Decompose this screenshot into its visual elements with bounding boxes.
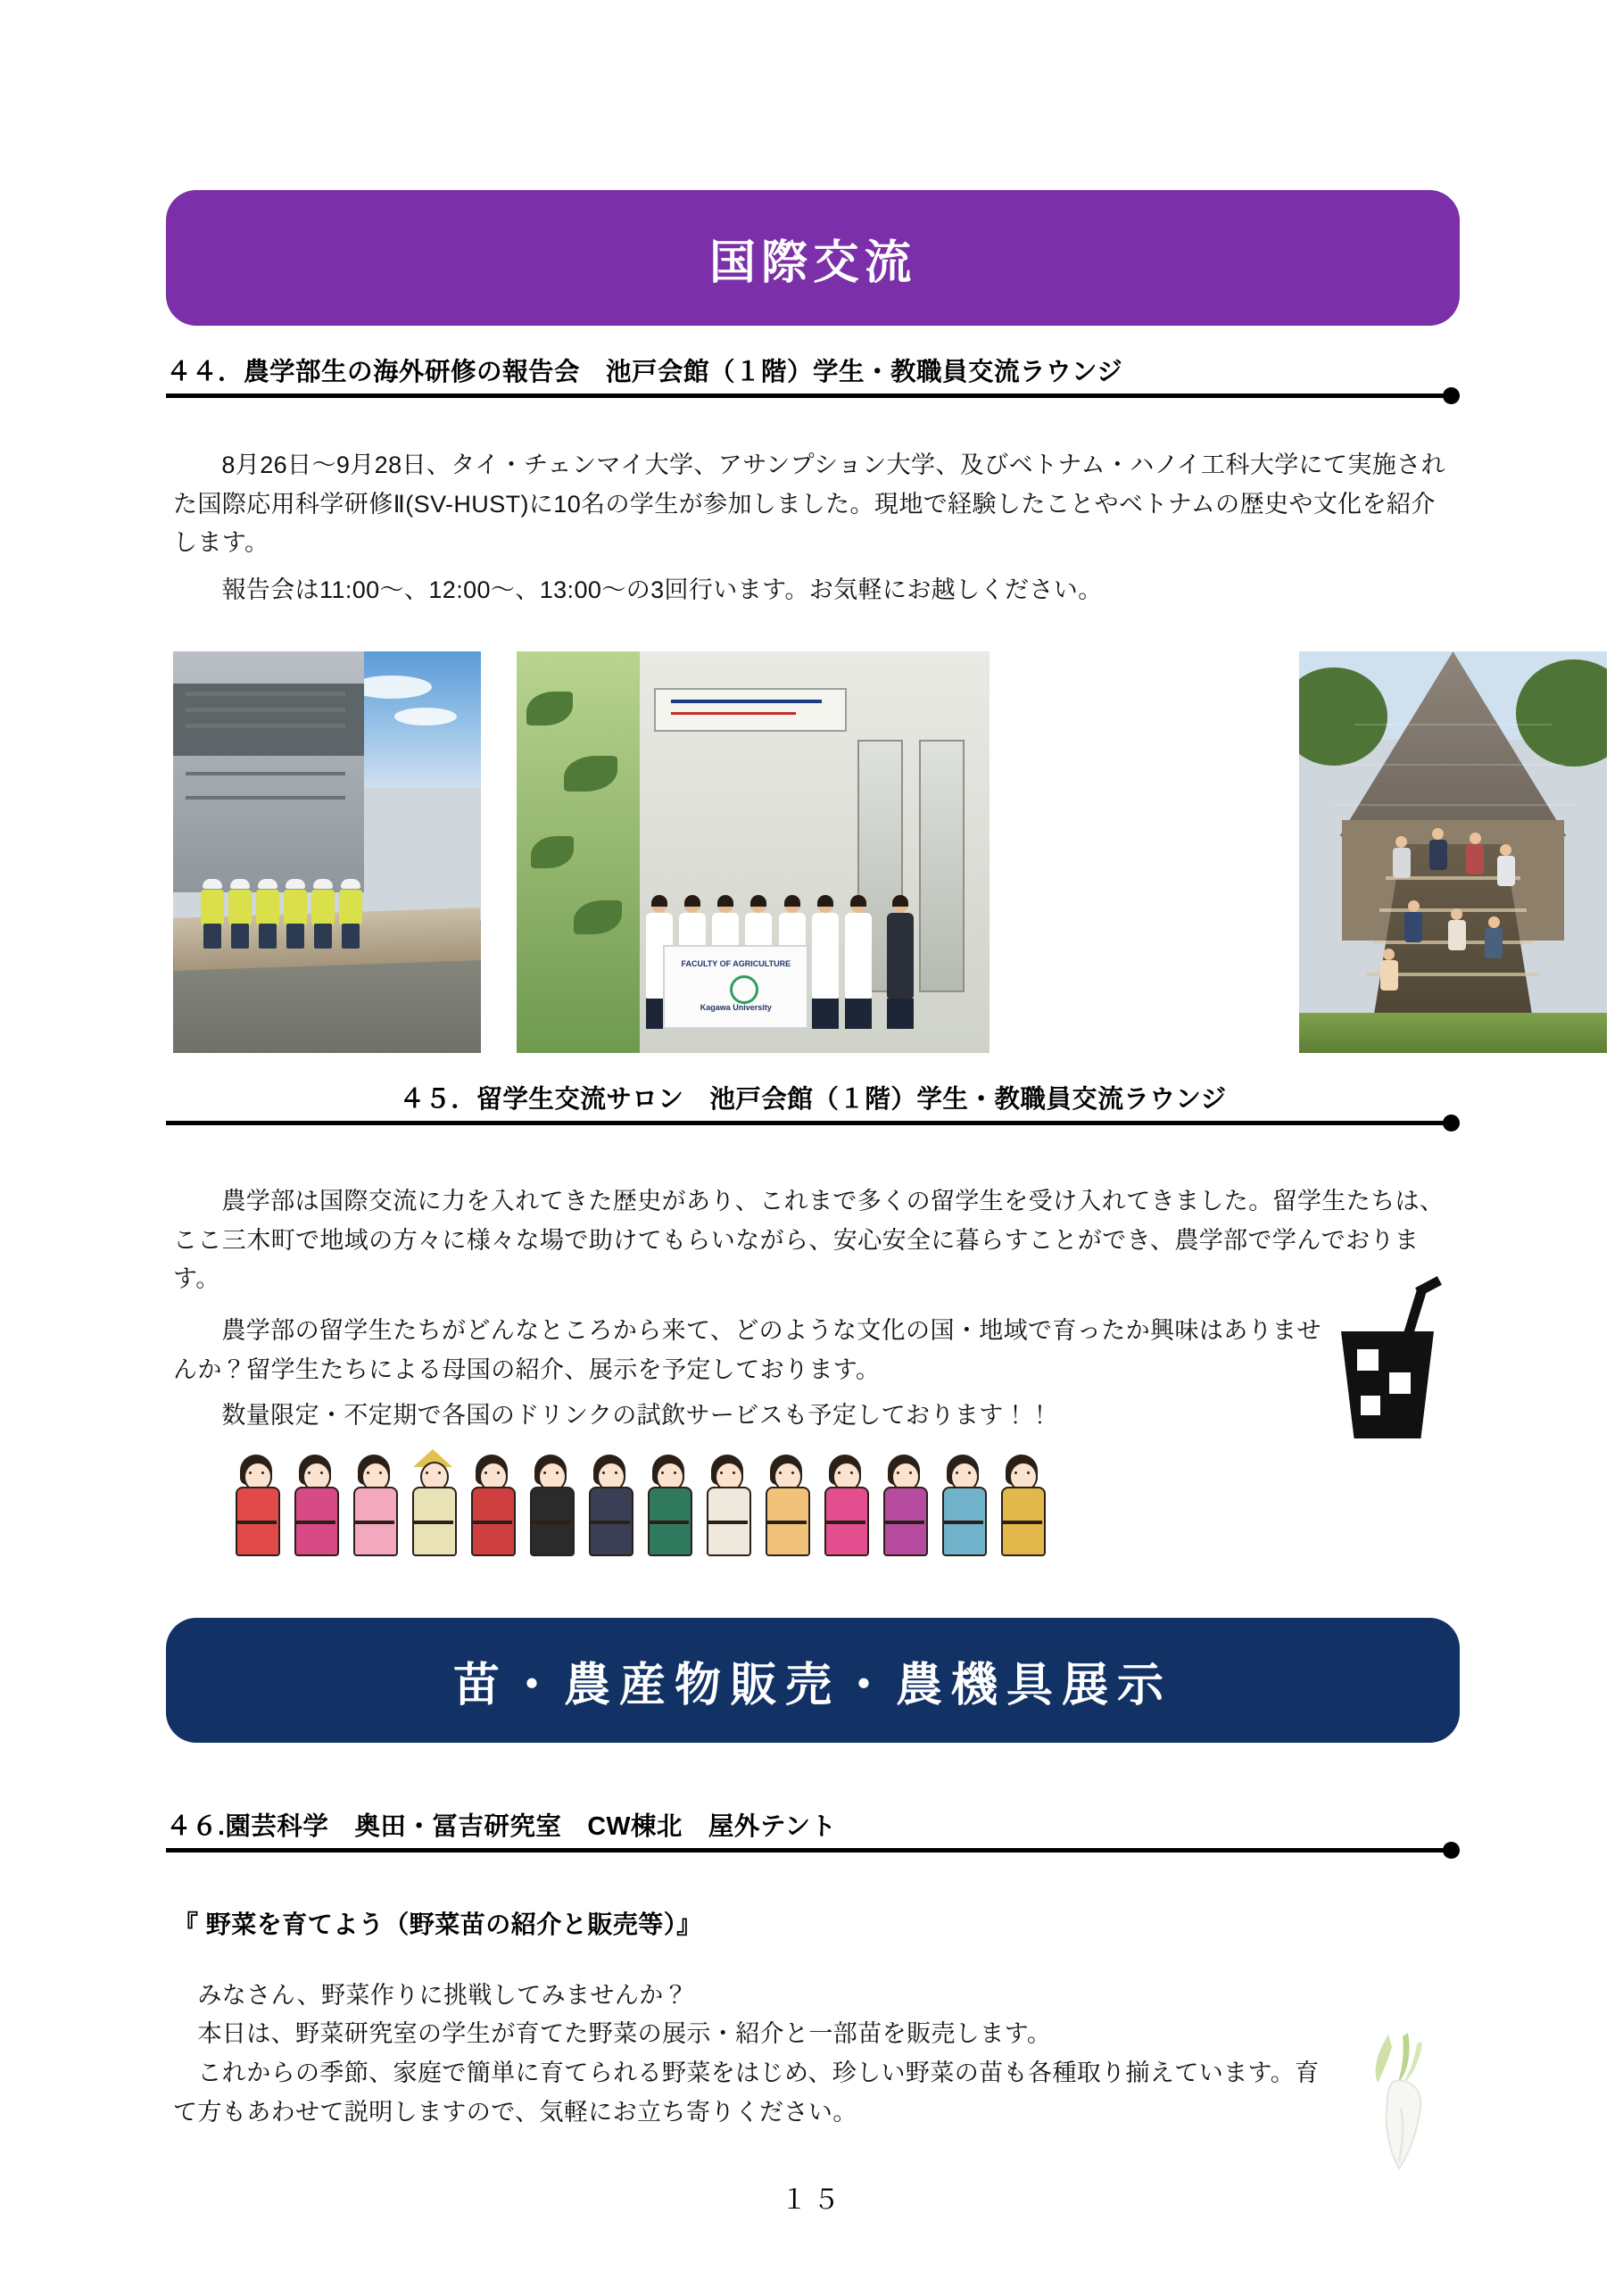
photo-construction-site <box>173 651 481 1053</box>
item-45-paragraph-1: 農学部は国際交流に力を入れてきた歴史があり、これまで多くの留学生を受け入れてきました。留学生たちは、ここ三木町で地域の方々に様々な場で助けてもらいながら、安心安全に暮らすことができ、農学部で学んでおります。 <box>173 1188 1445 1293</box>
item-46-heading <box>166 1811 1460 1853</box>
photo-group-banner <box>663 945 808 1029</box>
drink-cup-illustration <box>1321 1285 1464 1455</box>
daikon-radish-illustration <box>1326 2026 1469 2177</box>
item-46-title: ４６.園芸科学 奥田・冨吉研究室 CW棟北 屋外テント <box>166 1812 837 1841</box>
photo-group-with-banner <box>517 651 990 1053</box>
page-content <box>166 0 1460 2296</box>
item-45-title: ４５．留学生交流サロン 池戸会館（１階）学生・教職員交流ラウンジ <box>399 1085 1227 1114</box>
item-46-paragraph-3: これからの季節、家庭で簡単に育てられる野菜をはじめ、珍しい野菜の苗も各種取り揃えています。育て方もあわせて説明しますので、気軽にお立ち寄りください。 <box>173 2060 1320 2126</box>
photo-sign <box>654 688 847 732</box>
heading-rule <box>166 394 1444 398</box>
heading-rule <box>166 1848 1444 1853</box>
page-number: １５ <box>781 2185 845 2215</box>
section-banner-international-exchange: 国際交流 <box>166 190 1460 326</box>
item-44-title: ４４．農学部生の海外研修の報告会 池戸会館（１階）学生・教職員交流ラウンジ <box>166 358 1123 386</box>
world-costumes-people-illustration <box>228 1455 1049 1554</box>
section-banner-seedling-sale: 苗・農産物販売・農機具展示 <box>166 1618 1460 1743</box>
item-45-paragraph-3: 数量限定・不定期で各国のドリンクの試飲サービスも予定しております！！ <box>197 1402 1053 1429</box>
item-44-paragraph-1: 8月26日〜9月28日、タイ・チェンマイ大学、アサンプション大学、及びベトナム・ハノイ工科大学にて実施された国際応用科学研修Ⅱ(SV-HUST)に10名の学生が参加しました。現地で経験したことやベトナムの歴史や文化を紹介します。 <box>173 452 1446 557</box>
photo-traditional-house <box>1299 651 1607 1053</box>
item-45-heading <box>166 1084 1460 1125</box>
item-44-paragraph-2: 報告会は11:00〜、12:00〜、13:00〜の3回行います。お気軽にお越しください。 <box>197 576 1103 603</box>
item-46-paragraph-2: 本日は、野菜研究室の学生が育てた野菜の展示・紹介と一部苗を販売します。 <box>173 2020 1052 2047</box>
heading-rule <box>166 1121 1444 1125</box>
item-45-paragraph-2: 農学部の留学生たちがどんなところから来て、どのような文化の国・地域で育ったか興味はありませんか？留学生たちによる母国の紹介、展示を予定しております。 <box>173 1317 1321 1383</box>
item-44-heading <box>166 357 1460 398</box>
item-46-subheading: 『 野菜を育てよう（野菜苗の紹介と販売等）』 <box>173 1911 702 1938</box>
item-46-paragraph-1: みなさん、野菜作りに挑戦してみませんか？ <box>173 1982 689 2009</box>
banner-text-university: Kagawa University <box>700 1003 772 1012</box>
banner-text-faculty: FACULTY OF AGRICULTURE <box>681 959 791 969</box>
